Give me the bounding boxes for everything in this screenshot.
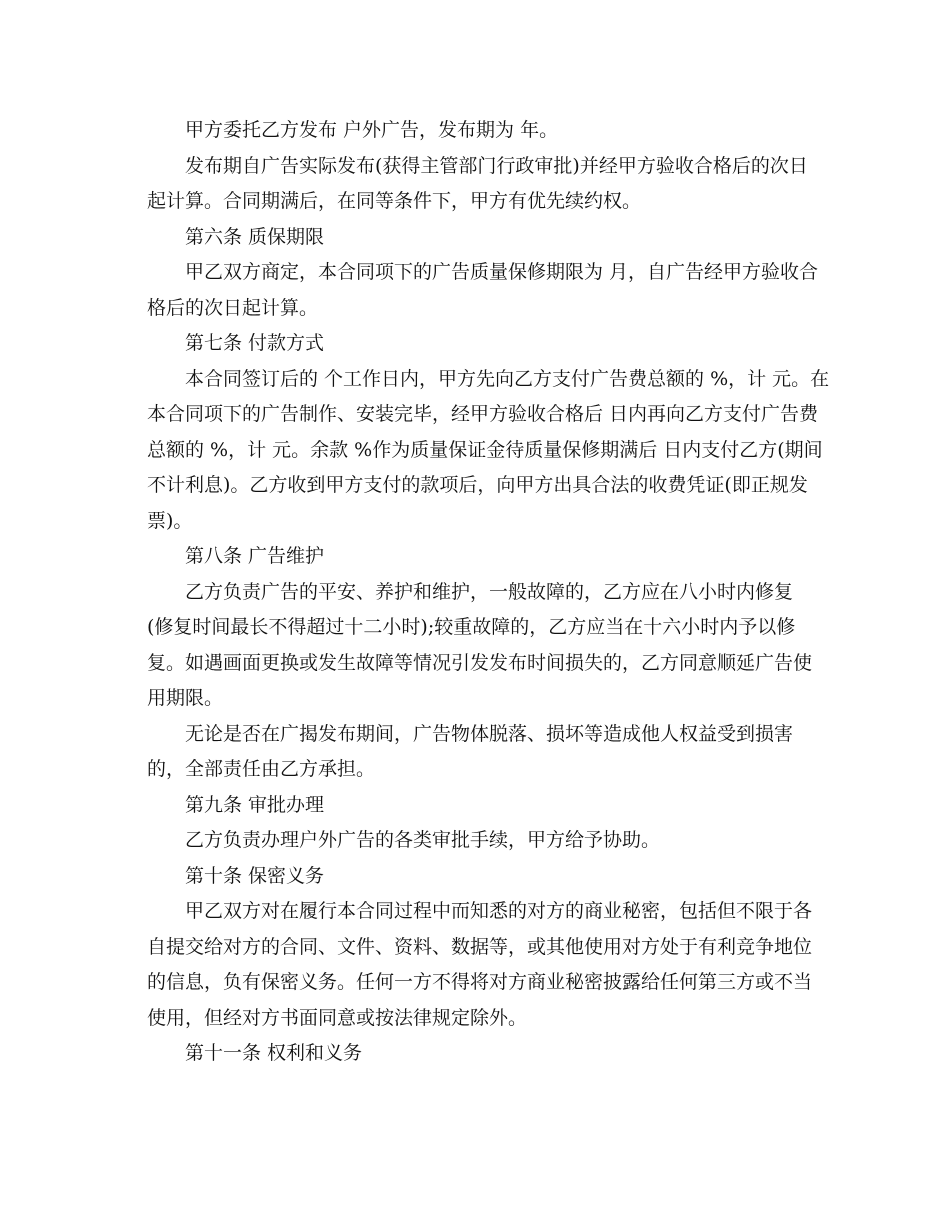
article-heading: 第九条 审批办理 — [185, 793, 325, 816]
body-text-line: 不计利息)。乙方收到甲方支付的款项后，向甲方出具合法的收费凭证(即正规发 — [147, 474, 808, 496]
body-text-line: 票)。 — [147, 509, 193, 532]
body-text-line: 甲乙双方商定，本合同项下的广告质量保修期限为 月，自广告经甲方验收合 — [185, 261, 819, 283]
body-text-line: 乙方负责广告的平安、养护和维护，一般故障的，乙方应在八小时内修复 — [185, 580, 794, 603]
body-text-line: 格后的次日起计算。 — [147, 296, 319, 319]
body-text-line: 本合同项下的广告制作、安装完毕，经甲方验收合格后 日内再向乙方支付广告费 — [147, 403, 819, 425]
body-text-line: 自提交给对方的合同、文件、资料、数据等，或其他使用对方处于有利竞争地位 — [147, 935, 813, 958]
body-text-line: 的，全部责任由乙方承担。 — [147, 758, 376, 780]
body-text-line: 乙方负责办理户外广告的各类审批手续，甲方给予协助。 — [185, 829, 661, 851]
article-heading: 第七条 付款方式 — [185, 332, 325, 354]
body-text-line: 无论是否在广揭发布期间，广告物体脱落、损坏等造成他人权益受到损害 — [185, 722, 794, 745]
body-text-line: 起计算。合同期满后，在同等条件下，甲方有优先续约权。 — [147, 190, 642, 212]
article-heading: 第十一条 权利和义务 — [185, 1042, 363, 1064]
body-text-line: 复。如遇画面更换或发生故障等情况引发发布时间损失的，乙方同意顺延广告使 — [147, 651, 813, 674]
body-text-line: 的信息，负有保密义务。任何一方不得将对方商业秘密披露给任何第三方或不当 — [147, 971, 813, 993]
body-text-line: 甲乙双方对在履行本合同过程中而知悉的对方的商业秘密，包括但不限于各 — [185, 900, 813, 922]
article-heading: 第八条 广告维护 — [185, 545, 325, 567]
article-heading: 第六条 质保期限 — [185, 225, 325, 248]
body-text-line: 发布期自广告实际发布(获得主管部门行政审批)并经甲方验收合格后的次日 — [185, 154, 808, 177]
body-text-line: (修复时间最长不得超过十二小时);较重故障的，乙方应当在十六小时内予以修 — [147, 616, 796, 638]
document-body — [147, 113, 830, 1072]
body-text-line: 总额的 %，计 元。余款 %作为质量保证金待质量保修期满后 日内支付乙方(期间 — [147, 438, 823, 461]
article-heading: 第十条 保密义务 — [185, 864, 325, 887]
body-text-line: 使用，但经对方书面同意或按法律规定除外。 — [147, 1006, 528, 1029]
body-text-line: 本合同签订后的 个工作日内，甲方先向乙方支付广告费总额的 %，计 元。在 — [185, 367, 830, 390]
body-text-line: 用期限。 — [147, 687, 224, 709]
body-text-line: 甲方委托乙方发布 户外广告，发布期为 年。 — [185, 119, 559, 141]
